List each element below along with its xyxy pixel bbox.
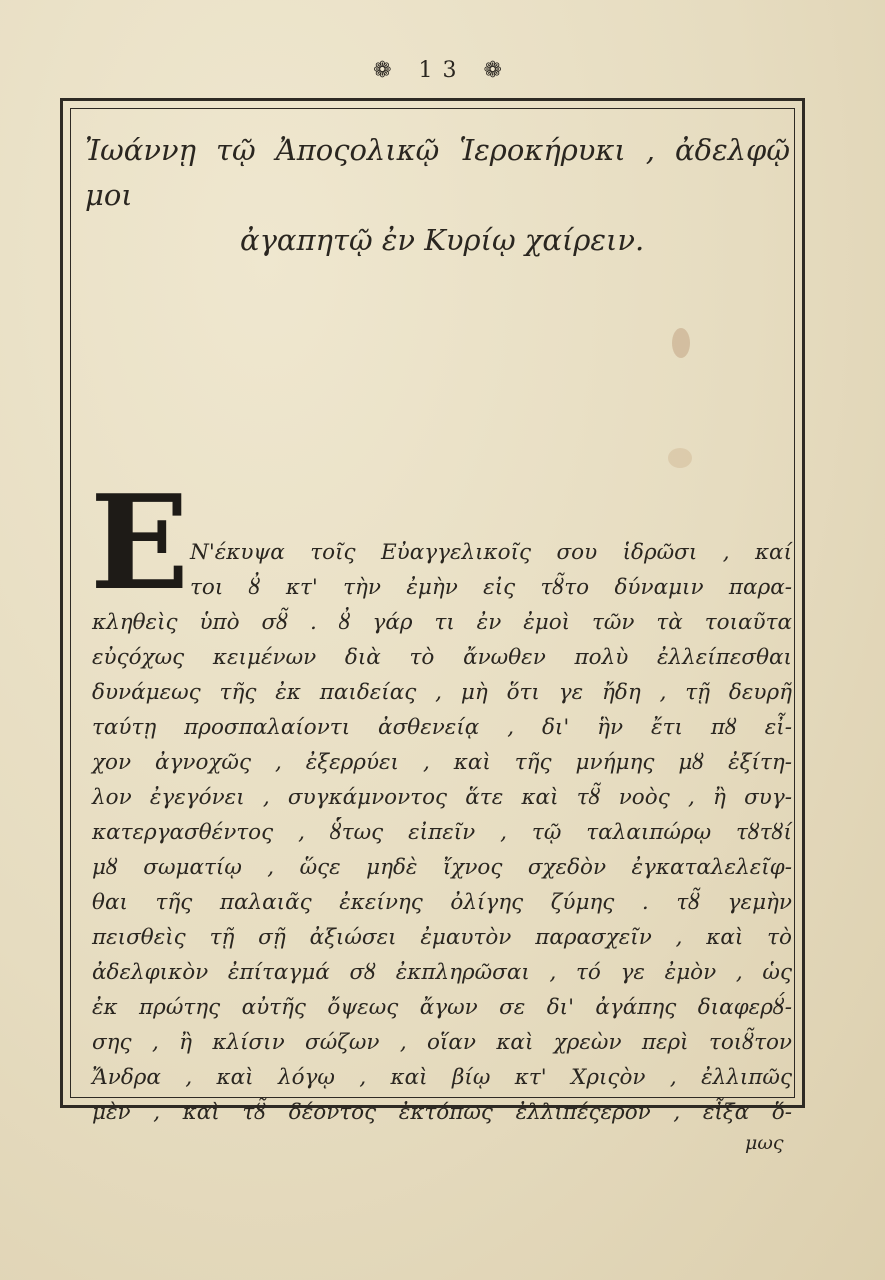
text-line: χον ἀγνοχῶς , ἐξερρύει , καὶ τῆς μνήμης μȣ ἐξίτη- [92, 750, 792, 775]
text-line: τοι ȣ̓ κτ' τὴν ἐμὴν εἰς τȣ̃το δύναμιν παρα- [190, 575, 792, 600]
text-line: Ἄνδρα , καὶ λόγῳ , καὶ βίῳ κτ' Χριςὸν , ἐλλιπῶς [92, 1065, 792, 1090]
text-line: σης , ἢ κλίσιν σώζων , οἵαν καὶ χρεὼν περὶ τοιȣ̃τον [92, 1030, 792, 1055]
text-line: δυνάμεως τῆς ἐκ παιδείας , μὴ ὅτι γε ἤδη , τῇ δευρῆ [92, 680, 792, 705]
catchword: μως [745, 1132, 784, 1154]
salutation-line: ἀγαπητῷ ἐν Κυρίῳ χαίρειν. [240, 223, 645, 257]
page-number: ❁ 13 ❁ [373, 58, 512, 83]
text-line: εὐςόχως κειμένων διὰ τὸ ἄνωθεν πολὺ ἐλλείπεσθαι [92, 645, 792, 670]
drop-cap: E [90, 466, 190, 619]
text-line: ταύτῃ προσπαλαίοντι ἀσθενείᾳ , δι' ἣν ἔτι πȣ εἶ- [92, 715, 792, 740]
text-line: ἐκ πρώτης αὐτῆς ὄψεως ἄγων σε δι' ἀγάπης διαφερȣ́- [92, 995, 792, 1020]
text-line: θαι τῆς παλαιᾶς ἐκείνης ὀλίγης ζύμης . τȣ̃ γεμὴν [92, 890, 792, 915]
stain-mark [672, 328, 690, 358]
text-line: κληθεὶς ὑπὸ σȣ̃ . ȣ̓ γάρ τι ἐν ἐμοὶ τῶν τὰ τοιαῦτα [92, 610, 792, 635]
salutation-line: Ἰωάννῃ τῷ Ἀποςολικῷ Ἱεροκήρυκι , ἀδελφῷ μοι [85, 133, 790, 212]
text-line: μȣ σωματίῳ , ὥςε μηδὲ ἴχνος σχεδὸν ἐγκαταλελεῖφ- [92, 855, 792, 880]
text-line: ἀδελφικὸν ἐπίταγμά σȣ ἐκπληρῶσαι , τό γε ἐμὸν , ὡς [92, 960, 792, 985]
text-line: πεισθεὶς τῇ σῇ ἀξιώσει ἐμαυτὸν παρασχεῖν , καὶ τὸ [92, 925, 792, 950]
text-line: λον ἐγεγόνει , συγκάμνοντος ἅτε καὶ τȣ̃ νοὸς , ἢ συγ- [92, 785, 792, 810]
text-line: Ν'έκυψα τοῖς Εὐαγγελικοῖς σου ἱδρῶσι , καί [190, 540, 792, 565]
salutation [85, 128, 790, 263]
text-line: μὲν , καὶ τȣ̃ δέοντος ἐκτόπως ἐλλιπέςερον , εἶξα ὅ- [92, 1100, 792, 1125]
stain-mark [668, 448, 692, 468]
text-line: κατεργασθέντος , ȣ̔́τως εἰπεῖν , τῷ ταλαιπώρῳ τȣτȣί [92, 820, 792, 845]
body-text [92, 535, 792, 1130]
